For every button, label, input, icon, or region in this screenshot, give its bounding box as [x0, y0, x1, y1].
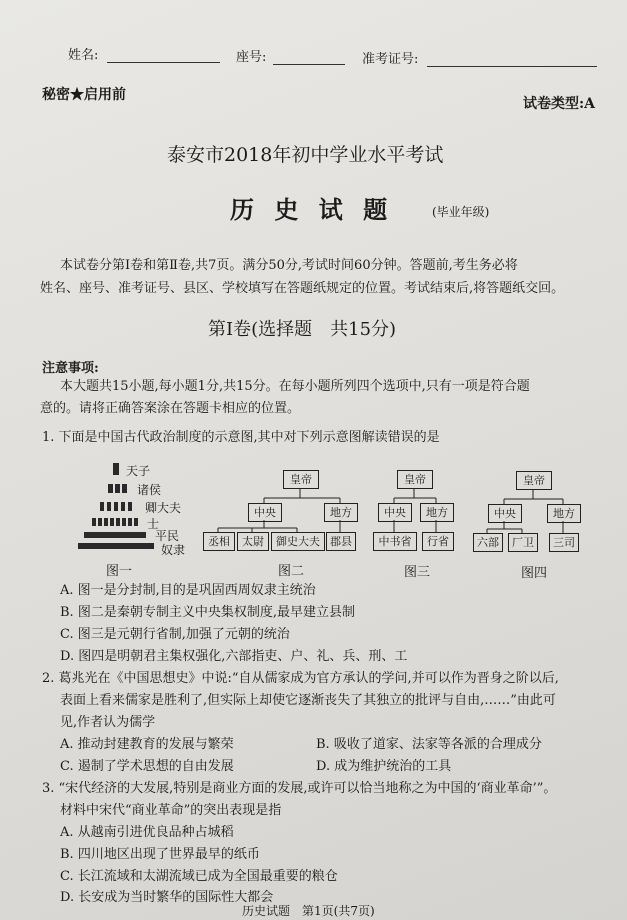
paper-type: 试卷类型:A: [523, 96, 596, 112]
q3-stem-1: 3. “宋代经济的大发展,特别是商业方面的发展,或许可以恰当地称之为中国的‘商业革命’”。: [42, 781, 557, 796]
section-title: 第Ⅰ卷(选择题 共15分): [208, 319, 397, 340]
fig1-level-3: 卿大夫: [145, 501, 182, 515]
q2-option-d: D. 成为维护统治的工具: [316, 759, 452, 774]
fig3-leaf-2: 行省: [422, 532, 454, 551]
notice-title: 注意事项:: [42, 361, 99, 376]
fig4-caption: 图四: [521, 566, 548, 581]
exam-no-label: 准考证号:: [362, 52, 419, 67]
q2-option-b: B. 吸收了道家、法家等各派的合理成分: [316, 737, 542, 752]
fig2-leaf-4: 郡县: [326, 532, 356, 551]
q3-option-d: D. 长安成为当时繁华的国际性大都会: [60, 890, 274, 905]
fig3-central-box: 中央: [378, 503, 412, 522]
q3-option-b: B. 四川地区出现了世界最早的纸币: [60, 847, 260, 862]
fig2-central-box: 中央: [248, 503, 282, 522]
fig4-leaf-3: 三司: [549, 533, 579, 552]
fig4-central-box: 中央: [488, 504, 522, 523]
q2-option-c: C. 遏制了学术思想的自由发展: [60, 759, 234, 774]
fig1-level-4: 士: [147, 517, 160, 531]
name-label: 姓名:: [68, 48, 99, 63]
fig2-caption: 图二: [278, 564, 305, 579]
fig4-local-box: 地方: [547, 504, 581, 523]
fig1-level-6: 奴隶: [161, 543, 186, 557]
fig3-local-box: 地方: [420, 503, 454, 522]
page-footer: 历史试题 第1页(共7页): [242, 904, 375, 918]
secret-mark: 秘密★启用前: [42, 87, 126, 103]
fig1-level-1: 天子: [126, 464, 151, 478]
fig2-leaf-2: 太尉: [237, 532, 269, 551]
notice-line-1: 本大题共15小题,每小题1分,共15分。在每小题所列四个选项中,只有一项是符合题: [60, 379, 530, 394]
q2-stem-3: 见,作者认为儒学: [60, 715, 156, 730]
fig3-caption: 图三: [404, 565, 431, 580]
fig4-leaf-1: 六部: [473, 533, 503, 552]
q2-stem-1: 2. 葛兆光在《中国思想史》中说:“自从儒家成为官方承认的学问,并可以作为晋身之阶以后,: [42, 671, 559, 686]
fig1-caption: 图一: [106, 564, 133, 579]
fig2-local-box: 地方: [324, 503, 358, 522]
fig4-leaf-2: 厂卫: [508, 533, 538, 552]
exam-title: 泰安市2018年初中学业水平考试: [167, 144, 444, 166]
q3-option-a: A. 从越南引进优良品种占城稻: [60, 825, 234, 840]
intro-line-2: 姓名、座号、准考证号、县区、学校填写在答题纸规定的位置。考试结束后,将答题纸交回。: [40, 281, 565, 296]
q2-option-a: A. 推动封建教育的发展与繁荣: [60, 737, 234, 752]
fig1-level-2: 诸侯: [137, 483, 162, 497]
fig2-leaf-1: 丞相: [203, 532, 235, 551]
fig3-emperor-box: 皇帝: [397, 470, 433, 489]
grade-note: (毕业年级): [432, 205, 490, 219]
q1-option-c: C. 图三是元朝行省制,加强了元朝的统治: [60, 627, 290, 642]
fig1-level-5: 平民: [155, 529, 180, 543]
subject-title: 历 史 试 题: [230, 195, 394, 224]
fig3-leaf-1: 中书省: [373, 532, 417, 551]
q1-option-a: A. 图一是分封制,目的是巩固西周奴隶主统治: [60, 583, 316, 598]
q3-option-c: C. 长江流域和太湖流域已成为全国最重要的粮仓: [60, 869, 338, 884]
q1-option-d: D. 图四是明朝君主集权强化,六部指吏、户、礼、兵、刑、工: [60, 649, 408, 664]
q2-stem-2: 表面上看来儒家是胜利了,但实际上却使它逐渐丧失了其独立的批评与自由,……”由此可: [60, 693, 556, 708]
fig4-emperor-box: 皇帝: [516, 471, 552, 490]
seat-label: 座号:: [236, 50, 267, 65]
intro-line-1: 本试卷分第Ⅰ卷和第Ⅱ卷,共7页。满分50分,考试时间60分钟。答题前,考生务必将: [60, 258, 518, 273]
q3-stem-2: 材料中宋代“商业革命”的突出表现是指: [60, 803, 282, 818]
q1-stem: 1. 下面是中国古代政治制度的示意图,其中对下列示意图解读错误的是: [42, 430, 440, 445]
fig2-emperor-box: 皇帝: [283, 470, 319, 489]
notice-line-2: 意的。请将正确答案涂在答题卡相应的位置。: [40, 401, 301, 416]
fig2-leaf-3: 御史大夫: [271, 532, 325, 551]
q1-option-b: B. 图二是秦朝专制主义中央集权制度,最早建立县制: [60, 605, 355, 620]
